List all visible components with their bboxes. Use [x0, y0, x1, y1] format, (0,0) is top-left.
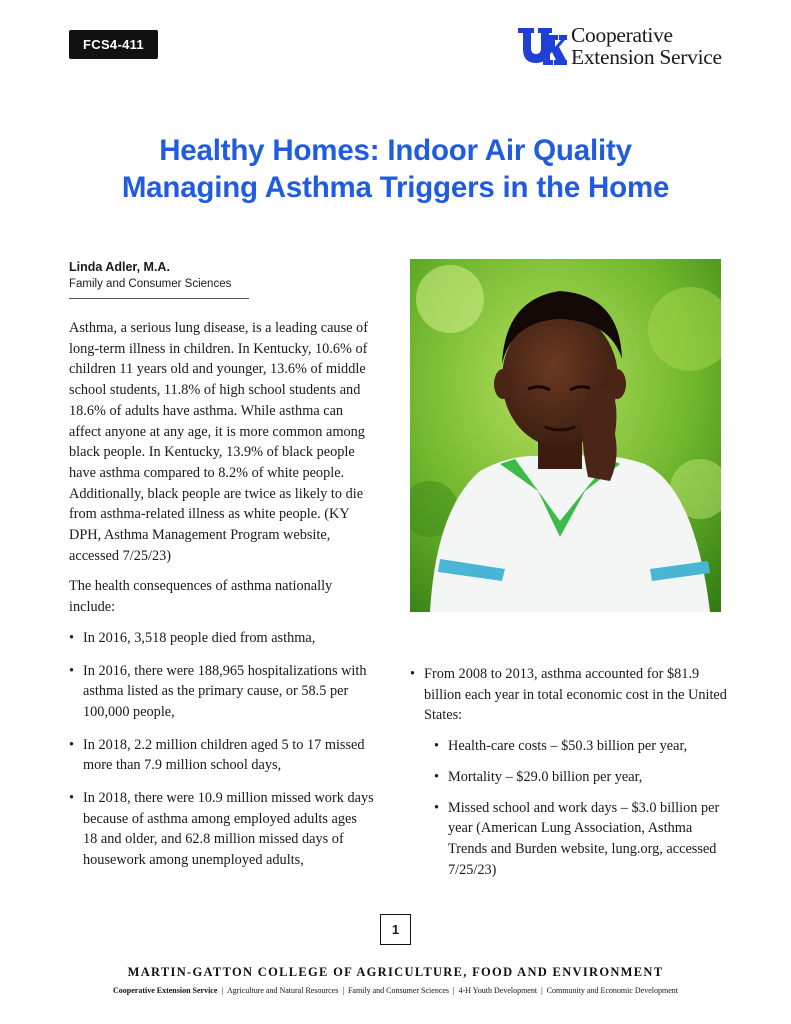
brand-line-2: Extension Service [571, 45, 722, 69]
program-units: Cooperative Extension Service | Agriculture and Natural Resources | Family and Consumer Sciences | 4-H Youth Development | Community and Economic Development [112, 986, 679, 995]
consequences-list [69, 628, 374, 871]
unit-link[interactable]: Community and Economic Development [546, 986, 679, 995]
brand-name [571, 24, 722, 68]
brand-line-1: Cooperative [571, 23, 673, 47]
list-item: • Health-care costs – $50.3 billion per year, [434, 736, 730, 757]
uk-logo-icon [517, 26, 567, 68]
list-item: • In 2016, there were 188,965 hospitalizations with asthma listed as the primary cause, or 58.5 per 100,000 people, [69, 661, 374, 723]
list-item: • In 2018, 2.2 million children aged 5 to 17 missed more than 7.9 million school days, [69, 735, 374, 776]
unit-link[interactable]: Family and Consumer Sciences [347, 986, 450, 995]
college-name: MARTIN-GATTON COLLEGE OF AGRICULTURE, FOOD AND ENVIRONMENT [127, 965, 664, 979]
list-item: • Mortality – $29.0 billion per year, [434, 767, 730, 788]
author-name: Linda Adler, M.A. [69, 260, 170, 274]
title-line-1: Healthy Homes: Indoor Air Quality [159, 134, 632, 167]
child-photo-icon [410, 259, 721, 612]
list-item: • In 2018, there were 10.9 million missed work days because of asthma among employed adults ages 18 and older, and 62.8 million missed days of housework among unemployed adults, [69, 788, 374, 871]
child-photo [410, 259, 721, 612]
economic-sub-list [434, 736, 730, 880]
extension-brand[interactable] [517, 24, 757, 70]
page-number: 1 [380, 914, 411, 945]
document-title [0, 132, 791, 206]
title-line-2: Managing Asthma Triggers in the Home [121, 171, 670, 204]
list-item: • Missed school and work days – $3.0 billion per year (American Lung Association, Asthma Trends and Burden website, lung.org, accessed 7/25/23) [434, 798, 730, 881]
unit-link[interactable]: Cooperative Extension Service [112, 986, 218, 995]
list-item [410, 664, 730, 880]
right-column [410, 664, 730, 892]
list-item: • In 2016, 3,518 people died from asthma, [69, 628, 374, 649]
left-column [69, 318, 374, 883]
intro-paragraph: Asthma, a serious lung disease, is a leading cause of long-term illness in children. In Kentucky, 10.6% of children 11 years old and younger, 13.6% of middle school students, 11.8% of high school students and 18.6% of adults have asthma. While asthma can affect anyone at any age, it is more common among black people. In Kentucky, 13.9% of black people have asthma compared to 8.2% of white people. Additionally, black people are twice as likely to die from asthma-related illness as white people. (KY DPH, Asthma Management Program website, accessed 7/25/23) [69, 320, 368, 564]
author-block [69, 259, 249, 299]
economic-bullet-text: From 2008 to 2013, asthma accounted for $81.9 billion each year in total economic cost in the United States: [424, 666, 727, 724]
consequences-intro: The health consequences of asthma nationally include: [69, 578, 333, 616]
unit-link[interactable]: 4-H Youth Development [458, 986, 538, 995]
economic-list [410, 664, 730, 880]
author-department: Family and Consumer Sciences [69, 276, 249, 299]
publication-code-badge: FCS4-411 [69, 30, 158, 59]
unit-link[interactable]: Agriculture and Natural Resources [227, 986, 339, 995]
